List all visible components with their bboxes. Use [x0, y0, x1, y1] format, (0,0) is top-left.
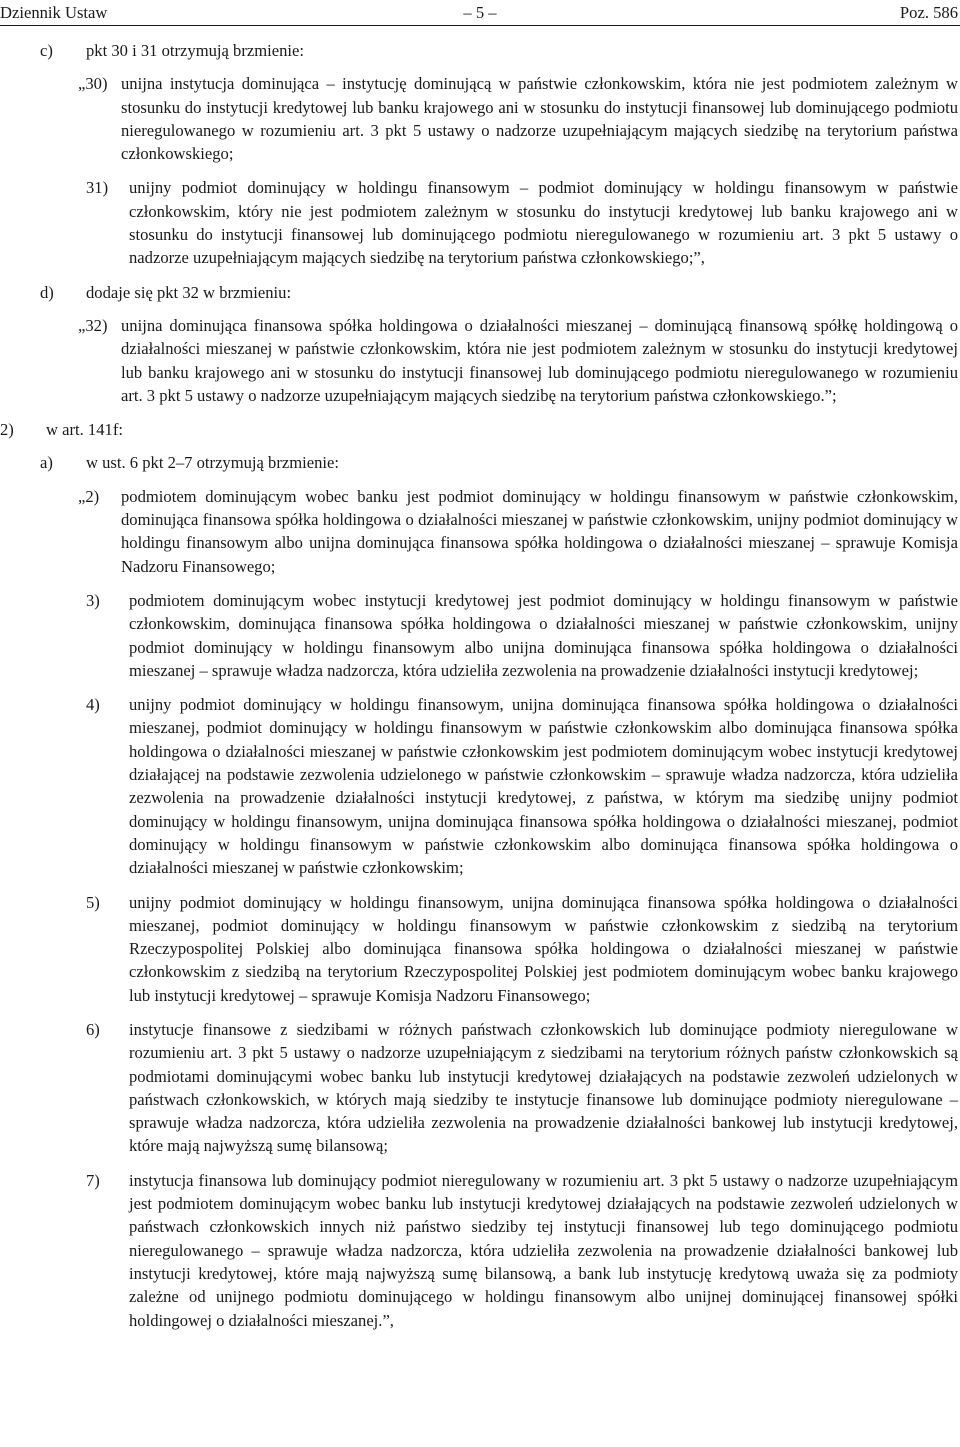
point-label: 31) [86, 178, 109, 198]
point-text: unijny podmiot dominujący w holdingu finansowym – podmiot dominujący w holdingu finansowym w państwie członkowskim, który nie jest podmiotem zależnym w stosunku do instytucji kredytowej lub banku krajowego ani w stosunku do instytucji finansowej lub dominującego podmiotu nieregulowanego w rozumieniu art. 3 pkt 5 ustawy o nadzorze uzupełniającym mających siedzibę na terytorium państwa członkowskiego;”, [129, 178, 958, 268]
point-text: unijna instytucja dominująca – instytucję dominującą w państwie członkowskim, która nie jest podmiotem zależnym w stosunku do instytucji kredytowej lub banku krajowego ani w stosunku do instytucji finansowej lub dominującego podmiotu nieregulowanego w rozumieniu art. 3 pkt 5 ustawy o nadzorze uzupełniającym mających siedzibę na terytorium państwa członkowskiego; [121, 74, 958, 164]
point-3 [0, 589, 960, 682]
point-text: instytucje finansowe z siedzibami w różnych państwach członkowskich lub dominujące podmioty nieregulowane w rozumieniu art. 3 pkt 5 ustawy o nadzorze uzupełniającym z siedzibami na terytorium różnych państw członkowskich są podmiotami dominującymi wobec banku lub instytucji kredytowej działających na podstawie zezwoleń udzielonych w państwach członkowskich, w których mają siedziby te instytucje finansowe lub dominujące podmioty nieregulowane – sprawuje władza nadzorcza, która udzieliła zezwolenia na prowadzenie działalności bankowej lub instytucji kredytowej, które mają najwyższą sumę bilansową; [129, 1019, 958, 1156]
point-text: unijny podmiot dominujący w holdingu finansowym, unijna dominująca finansowa spółka holdingowa o działalności mieszanej, podmiot dominujący w holdingu finansowym w państwie członkowskim albo dominująca finansowa spółka holdingowa o działalności mieszanej w państwie członkowskim jest podmiotem dominującym wobec instytucji kredytowej działającej na podstawie zezwolenia udzielonego w państwie członkowskim – sprawuje władza nadzorcza, która udzieliła zezwolenia na prowadzenie działalności instytucji kredytowej, z państwa, w którym ma siedzibę unijny podmiot dominujący w holdingu finansowym, unijna dominująca finansowa spółka holdingowa o działalności mieszanej, podmiot dominujący w holdingu finansowym w państwie członkowskim albo dominująca finansowa spółka holdingowa o działalności mieszanej w państwie członkowskim; [129, 695, 958, 878]
point-31 [0, 176, 960, 269]
page-header [0, 0, 960, 24]
letter-item-a [0, 451, 960, 474]
document-body [0, 39, 960, 1343]
point-7 [0, 1169, 960, 1332]
point-text: instytucja finansowa lub dominujący podmiot nieregulowany w rozumieniu art. 3 pkt 5 ustawy o nadzorze uzupełniającym jest podmiotem dominującym wobec banku lub instytucji kredytowej działających na podstawie zezwoleń udzielonych w państwach członkowskich innych niż państwo siedziby tej instytucji finansowej lub tego dominującego podmiotu nieregulowanego – sprawuje władza nadzorcza, która udzieliła zezwolenia na prowadzenie działalności bankowej lub instytucji kredytowej, które mają najwyższą sumę bilansową, a bank lub instytucję kredytową uważa się za podmioty zależne od unijnego podmiotu dominującego w holdingu finansowym albo unijnej dominującej finansowej spółki holdingowej o działalności mieszanej.”, [129, 1170, 958, 1330]
point-label: 6) [86, 1019, 100, 1039]
point-label: „2) [78, 486, 100, 506]
item-text: dodaje się pkt 32 w brzmieniu: [86, 282, 292, 302]
item-text: pkt 30 i 31 otrzymują brzmienie: [86, 41, 304, 60]
point-label: 4) [86, 695, 100, 715]
point-label: 3) [86, 590, 100, 610]
point-2 [0, 485, 960, 578]
position-number: Poz. 586 [899, 3, 958, 22]
item-text: w art. 141f: [46, 420, 123, 440]
journal-title: Dziennik Ustaw [0, 3, 108, 22]
point-label: „30) [78, 74, 108, 94]
point-text: unijna dominująca finansowa spółka holdingowa o działalności mieszanej – dominującą finansową spółkę holdingową o działalności mieszanej w państwie członkowskim, która nie jest podmiotem zależnym w stosunku do instytucji kredytowej lub banku krajowego ani w stosunku do instytucji finansowej lub dominującego podmiotu nieregulowanego w rozumieniu art. 3 pkt 5 ustawy o nadzorze uzupełniającym mających siedzibę na terytorium państwa członkowskiego.”; [121, 315, 958, 405]
item-label: 2) [0, 420, 14, 440]
point-32 [0, 314, 960, 407]
letter-item-d [0, 281, 960, 304]
point-6 [0, 1018, 960, 1158]
item-label: c) [40, 41, 53, 60]
point-5 [0, 891, 960, 1007]
item-text: w ust. 6 pkt 2–7 otrzymują brzmienie: [86, 453, 340, 473]
point-4 [0, 693, 960, 879]
numbered-item-2 [0, 418, 960, 441]
item-label: d) [40, 282, 54, 302]
point-label: „32) [78, 315, 108, 335]
header-rule [0, 25, 960, 26]
point-label: 5) [86, 892, 100, 912]
point-text: podmiotem dominującym wobec banku jest podmiot dominujący w holdingu finansowym w państwie członkowskim, dominująca finansowa spółka holdingowa o działalności mieszanej w państwie członkowskim, unijny podmiot dominujący w holdingu finansowym albo unijna dominująca finansowa spółka holdingowa o działalności mieszanej – sprawuje Komisja Nadzoru Finansowego; [121, 486, 958, 576]
item-label: a) [40, 453, 53, 473]
letter-item-c [0, 39, 960, 62]
point-30 [0, 72, 960, 165]
page-number: – 5 – [463, 3, 497, 22]
point-text: podmiotem dominującym wobec instytucji kredytowej jest podmiot dominujący w holdingu finansowym w państwie członkowskim, dominująca finansowa spółka holdingowa o działalności mieszanej w państwie członkowskim, unijny podmiot dominujący w holdingu finansowym albo unijna dominująca finansowa spółka holdingowa o działalności mieszanej – sprawuje władza nadzorcza, która udzieliła zezwolenia na prowadzenie działalności instytucji kredytowej; [129, 590, 958, 680]
point-label: 7) [86, 1170, 100, 1190]
point-text: unijny podmiot dominujący w holdingu finansowym, unijna dominująca finansowa spółka holdingowa o działalności mieszanej, podmiot dominujący w holdingu finansowym w państwie członkowskim z siedzibą na terytorium Rzeczypospolitej Polskiej albo dominująca finansowa spółka holdingowa o działalności mieszanej w państwie członkowskim z siedzibą na terytorium Rzeczypospolitej Polskiej jest podmiotem dominującym wobec banku krajowego lub instytucji kredytowej – sprawuje Komisja Nadzoru Finansowego; [129, 892, 958, 1005]
